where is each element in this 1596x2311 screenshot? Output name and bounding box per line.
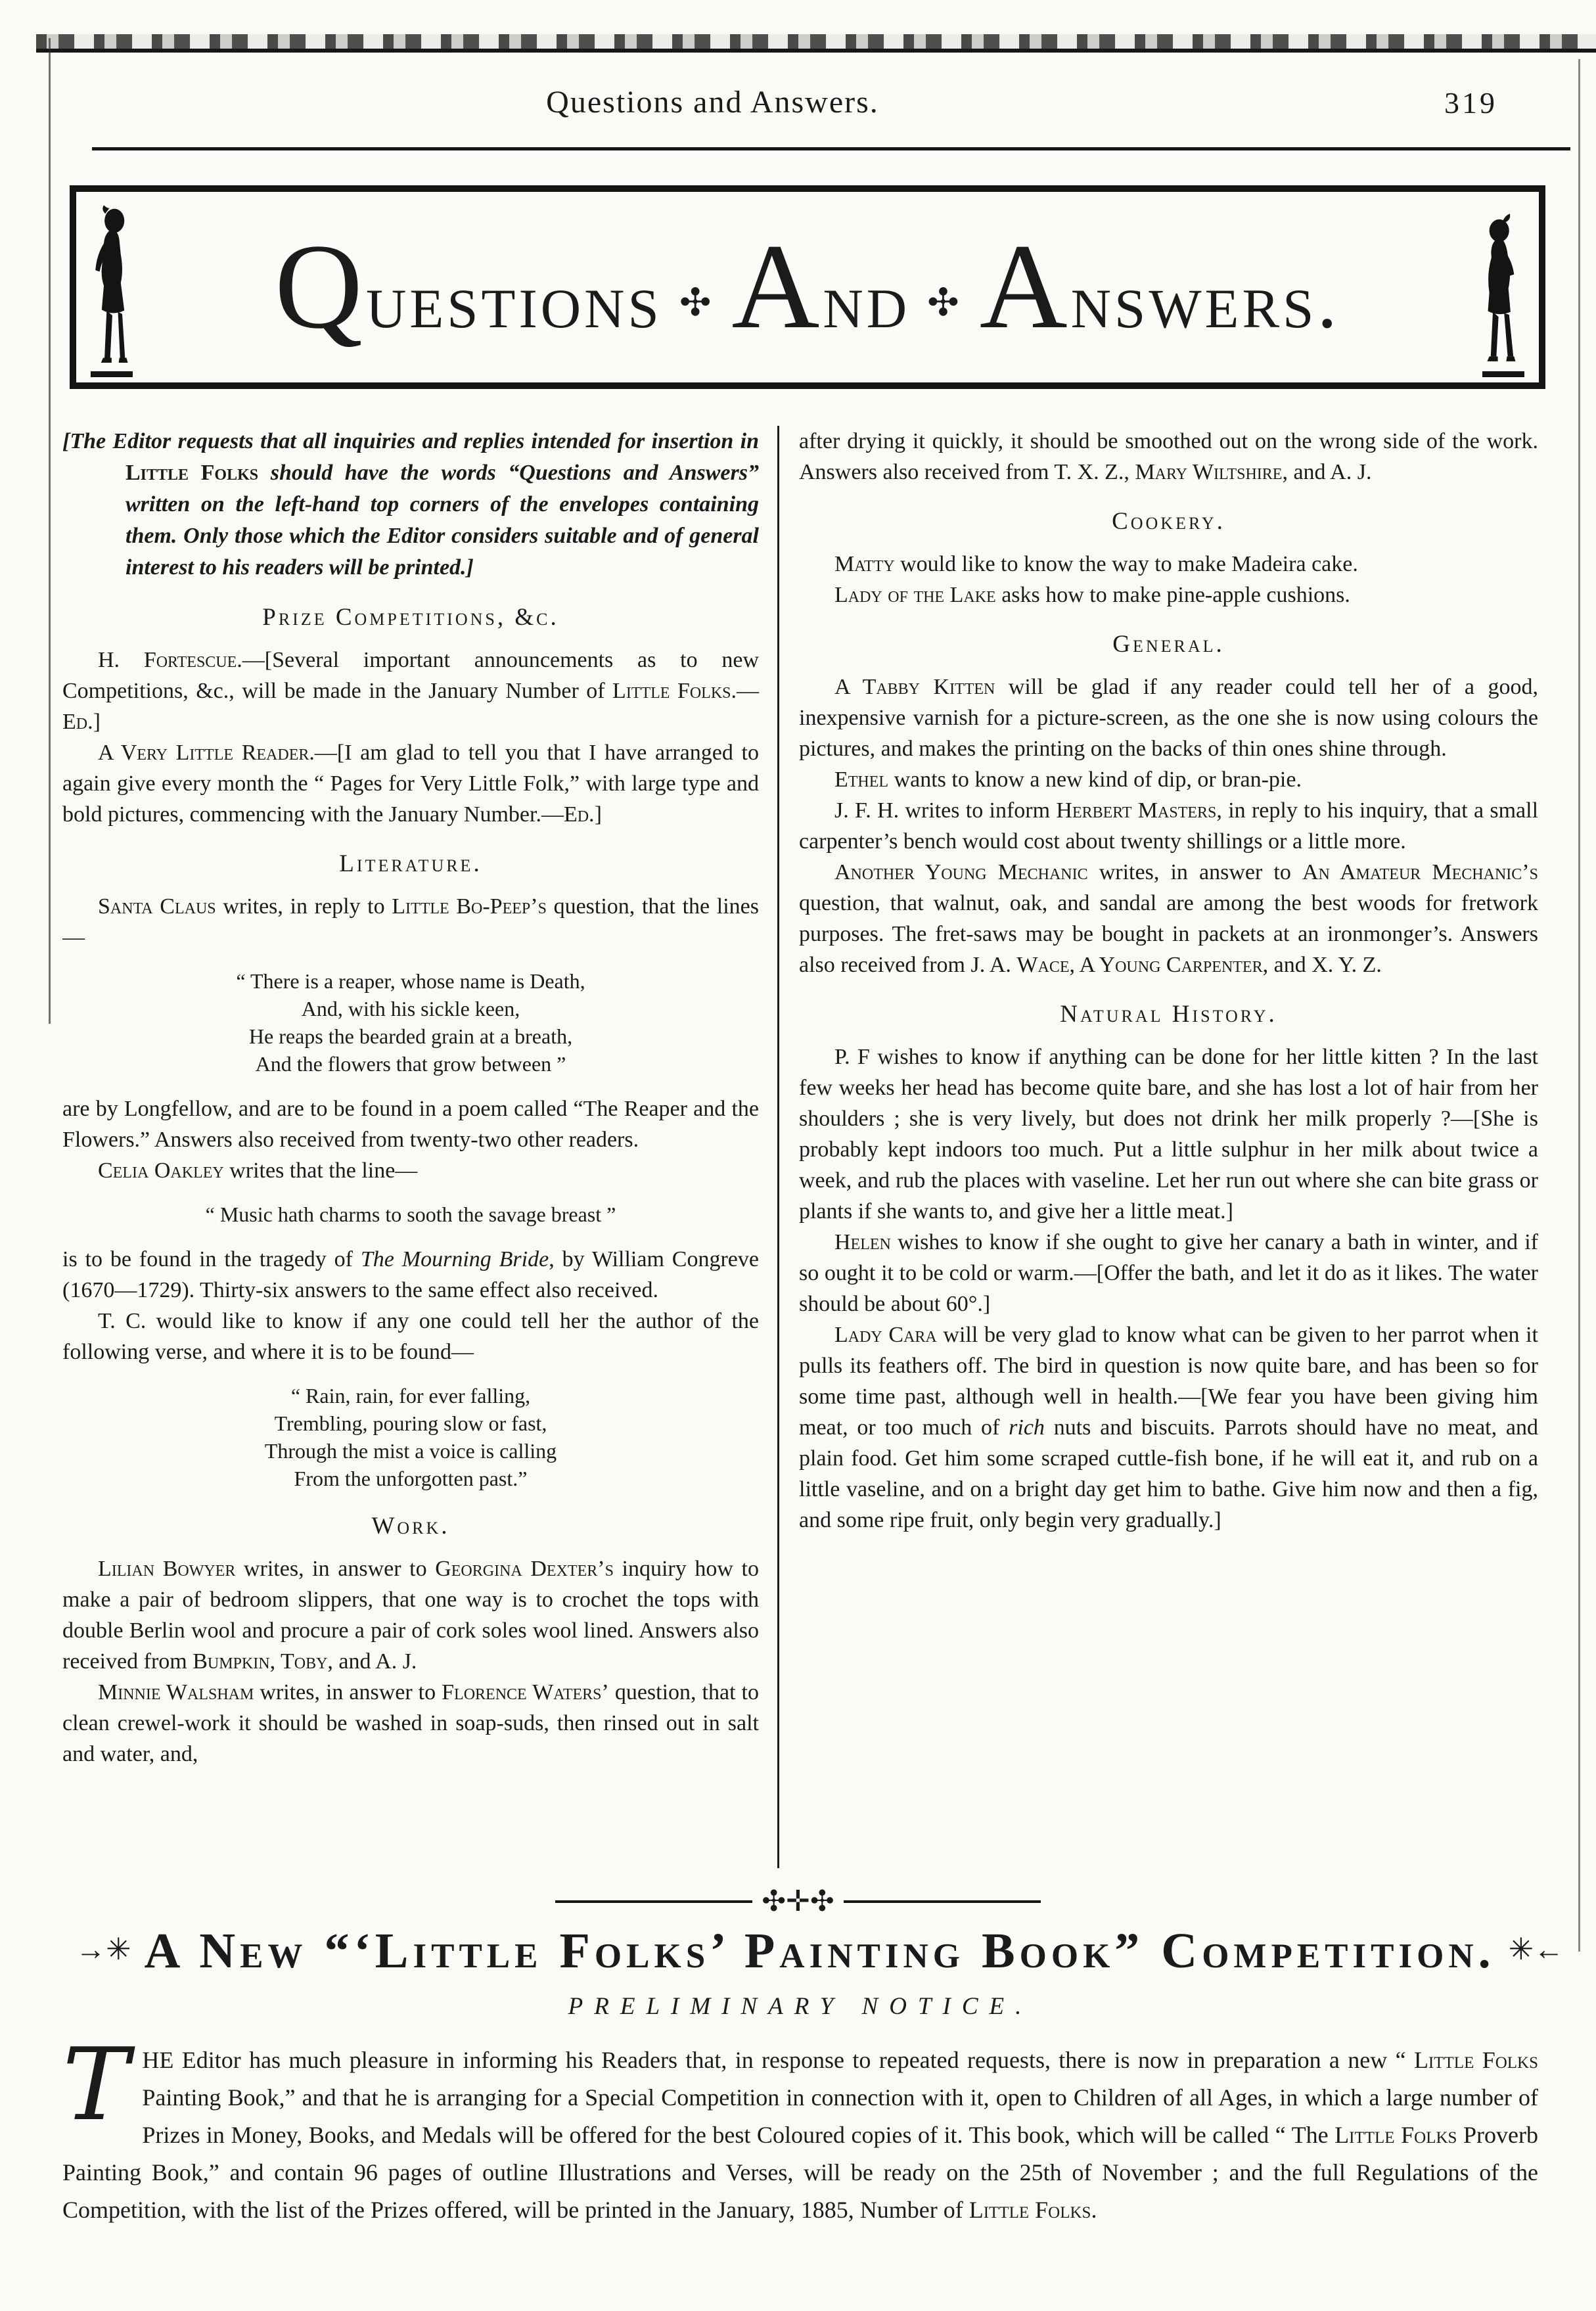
- banner-word-answers: Answers.: [979, 219, 1340, 354]
- scan-edge-right: [1578, 59, 1580, 1952]
- verse-line: “ Rain, rain, for ever falling,: [290, 1384, 531, 1407]
- text-run: would like to know the way to make Madeira cake.: [894, 552, 1358, 576]
- banner-title: [141, 219, 1474, 354]
- competition-notice: [62, 1923, 1564, 2253]
- text-run: An Amateur Mechanic’s: [1302, 860, 1538, 884]
- qa-paragraph: [62, 645, 759, 737]
- text-run: —: [737, 679, 759, 703]
- qa-paragraph: [799, 1319, 1538, 1536]
- text-run: question, that to clean crewel-work it should be washed in soap-suds, then rinsed out in salt and water, and,: [62, 1680, 759, 1766]
- text-run: Ethel: [834, 767, 889, 792]
- text-run: Lilian Bowyer: [98, 1557, 236, 1581]
- competition-paragraph-text: [62, 2047, 1538, 2223]
- text-run: HE Editor has much pleasure in informing his Readers that, in response to repeated requests, there is now in preparation a new “: [142, 2046, 1414, 2073]
- editor-note: [62, 426, 759, 583]
- scan-edge-left: [49, 38, 51, 1024]
- qa-paragraph: [799, 857, 1538, 980]
- text-run: Santa Claus: [98, 894, 216, 919]
- text-run: , in reply to his inquiry, that a small carpenter’s bench would cost about twenty shillings or a little more.: [799, 798, 1538, 854]
- text-run: Florence Waters’: [442, 1680, 609, 1705]
- verse-line: And, with his sickle keen,: [301, 997, 520, 1020]
- qa-paragraph: [62, 1677, 759, 1770]
- qa-paragraph: [799, 580, 1538, 610]
- text-run: Another Young Mechanic: [834, 860, 1088, 884]
- text-run: Celia Oakley: [98, 1158, 224, 1183]
- text-run: Little Folks: [1413, 2046, 1538, 2073]
- title-banner: [70, 185, 1545, 389]
- verse-block: [62, 1382, 759, 1492]
- qa-paragraph: [799, 764, 1538, 795]
- qa-paragraph: [62, 1306, 759, 1367]
- running-head: [0, 78, 1596, 143]
- qa-paragraph: [62, 1244, 759, 1306]
- text-run: will be very glad to know what can be given to her parrot when it pulls its feathers off. The bird in question is now quite bare, and has been so for some time past, although well in health.—[We fear you have been giving him meat, or too much of: [799, 1323, 1538, 1440]
- text-run: ]: [93, 710, 101, 734]
- text-run: H. Fortescue.: [98, 648, 242, 672]
- qa-paragraph: [62, 891, 759, 953]
- text-run: and A. J.: [332, 1649, 417, 1674]
- running-head-title: Questions and Answers.: [546, 85, 879, 120]
- qa-paragraph: [799, 426, 1538, 488]
- text-run: The Mourning Bride: [360, 1247, 549, 1271]
- text-run: Lady of the Lake: [834, 583, 996, 607]
- text-run: will be glad if any reader could tell her of a good, inexpensive varnish for a picture-screen, as the one she is now using colours the pictures, and makes the printing on the backs of thin ones shine through.: [799, 675, 1538, 761]
- banner-corner-dash: [91, 371, 133, 377]
- section-heading: Prize Competitions, &c.: [262, 604, 559, 631]
- text-run: are by Longfellow, and are to be found in a poem called “The Reaper and the Flowers.” Answers also received from twenty-two other readers.: [62, 1097, 759, 1152]
- text-run: .: [1091, 2196, 1097, 2223]
- verse-line: “ There is a reaper, whose name is Death,: [236, 969, 585, 993]
- competition-heading: [62, 1923, 1564, 1979]
- divider-line: [555, 1900, 752, 1903]
- cross-ornament-icon: ✣: [927, 281, 963, 324]
- text-run: Ed.: [62, 710, 93, 734]
- text-run: writes, in answer to: [254, 1680, 442, 1705]
- text-run: Little Folks.: [612, 679, 737, 703]
- qa-paragraph: [799, 549, 1538, 580]
- arrow-star-ornament-left-icon: →✳: [76, 1933, 131, 1966]
- text-run: and X. Y. Z.: [1268, 953, 1382, 977]
- qa-paragraph: [62, 737, 759, 830]
- text-run: after drying it quickly, it should be smoothed out on the wrong side of the work. Answers also received from T. X. Z.,: [799, 429, 1538, 484]
- text-run: —[I am glad to tell you that I have arranged to again give every month the “ Pages for Very Little Folk,” with large type and bold pictures, commencing with the January Number.—: [62, 741, 759, 827]
- section-heading: Work.: [371, 1513, 450, 1540]
- text-run: writes, in answer to: [1087, 860, 1302, 884]
- text-run: wishes to know if she ought to give her canary a bath in winter, and if so ought it to be cold or warm.—[Offer the bath, and let it do as it likes. The water should be about 60°.]: [799, 1230, 1538, 1316]
- text-run: wants to know a new kind of dip, or bran-pie.: [888, 767, 1302, 792]
- qa-paragraph: [799, 795, 1538, 857]
- qa-paragraph: [799, 1227, 1538, 1319]
- text-run: Minnie Walsham: [98, 1680, 254, 1705]
- verse-block: [62, 967, 759, 1078]
- text-run: T. C. would like to know if any one could tell her the author of the following verse, and where it is to be found—: [62, 1309, 759, 1364]
- text-run: is to be found in the tragedy of: [62, 1247, 361, 1271]
- verse-line: “ Music hath charms to sooth the savage breast ”: [205, 1202, 616, 1226]
- text-run: J. F. H. writes to inform: [834, 798, 1057, 823]
- text-run: question, that walnut, oak, and sandal are among the best woods for fretwork purposes. The fret-saws may be bought in packets at an ironmonger’s. Answers also received from J. A.: [799, 891, 1538, 977]
- section-heading: Natural History.: [1060, 1001, 1277, 1028]
- text-run: Bumpkin, Toby,: [193, 1649, 333, 1674]
- qa-paragraph: [799, 1041, 1538, 1227]
- running-head-rule: [92, 147, 1570, 150]
- competition-heading-text: A New “‘Little Folks’ Painting Book” Competition.: [144, 1923, 1495, 1979]
- verse-block: [62, 1201, 759, 1228]
- text-run: Painting Book,” and that he is arranging for a Special Competition in connection with it, open to Children of all Ages, in which a large number of Prizes in Money, Books, and Medals will be offered for the best Coloured copies of it. This book, which will be called “ The: [142, 2084, 1538, 2148]
- verse-line: And the flowers that grow between ”: [255, 1052, 566, 1076]
- text-run: Helen: [834, 1230, 891, 1254]
- section-heading: General.: [1112, 631, 1225, 658]
- text-run: [The Editor requests that all inquiries and replies intended for insertion in: [62, 429, 759, 453]
- drop-cap: T: [62, 2026, 129, 2143]
- text-run: and A. J.: [1287, 460, 1372, 484]
- page-number: 319: [1444, 86, 1497, 120]
- page-top-rule: [36, 49, 1596, 53]
- text-run: Wace, A Young Carpenter,: [1016, 953, 1269, 977]
- banner-word-questions: Questions: [275, 219, 662, 354]
- text-run: Georgina Dexter’s: [435, 1557, 614, 1581]
- text-run: , by William Congreve (1670—1729). Thirty-six answers to the same effect also received.: [62, 1247, 759, 1302]
- qa-paragraph: [62, 1093, 759, 1155]
- divider-line: [844, 1900, 1041, 1903]
- text-run: P. F wishes to know if anything can be done for her little kitten ? In the last few weeks her head has become quite bare, and she has lost a lot of hair from her shoulders ; she is very lively, but does not drink her milk properly ?—[She is probably kept indoors too much. Put a little sulphur in her milk about twice a week, and rub the places with vaseline. Let her run out where she can bite grass or plants if she wants to, and give her a little meat.]: [799, 1045, 1538, 1224]
- text-run: ]: [594, 802, 602, 827]
- text-run: A Tabby Kitten: [834, 675, 995, 699]
- child-silhouette-left-icon: [85, 202, 141, 372]
- qa-paragraph: [62, 1155, 759, 1186]
- text-run: Mary Wiltshire,: [1135, 460, 1288, 484]
- text-run: Matty: [834, 552, 895, 576]
- text-run: Lady Cara: [834, 1323, 937, 1347]
- text-run: —[Several important announcements as to new Competitions, &c., will be made in the January Number of: [62, 648, 759, 703]
- text-run: A Very Little Reader.: [98, 741, 315, 765]
- column-right: [779, 426, 1538, 1881]
- verse-line: From the unforgotten past.”: [294, 1467, 528, 1490]
- arrow-star-ornament-right-icon: ✳←: [1508, 1933, 1564, 1966]
- child-silhouette-right-icon: [1474, 202, 1530, 372]
- verse-line: Trembling, pouring slow or fast,: [274, 1411, 547, 1435]
- section-divider: [0, 1887, 1596, 1916]
- text-run: Proverb Painting Book,” and contain 96 pages of outline Illustrations and Verses, will be ready on the 25th of November ; and the full Regulations of the Competition, with the list of the Prizes offered, will be printed in the January, 1885, Number of: [62, 2121, 1538, 2223]
- cross-ornament-icon: ✣: [679, 281, 715, 324]
- banner-word-and: And: [731, 219, 911, 354]
- content-columns: [62, 426, 1538, 1881]
- cross-ornament-icon: ✣✛✣: [762, 1885, 834, 1917]
- banner-corner-dash: [1482, 371, 1524, 377]
- column-left: [62, 426, 777, 1881]
- text-run: inquiry how to make a pair of bedroom slippers, that one way is to crochet the tops with double Berlin wool and procure a pair of cork soles wool lined. Answers also received from: [62, 1557, 759, 1674]
- text-run: writes, in answer to: [235, 1557, 436, 1581]
- text-run: should have the words “Questions and Answers” written on the left-hand top corners of the envelopes containing them. Only those which the Editor considers suitable and of general interest to his readers will be printed.]: [125, 461, 759, 580]
- text-run: Little Folks: [969, 2196, 1091, 2223]
- preliminary-notice-subheading: PRELIMINARY NOTICE.: [568, 1992, 1033, 2020]
- text-run: writes that the line—: [223, 1158, 418, 1183]
- qa-paragraph: [62, 1553, 759, 1677]
- text-run: Herbert Masters: [1056, 798, 1217, 823]
- competition-paragraph: [62, 2026, 1538, 2229]
- verse-line: He reaps the bearded grain at a breath,: [248, 1024, 573, 1048]
- text-run: writes, in reply to: [216, 894, 392, 919]
- scan-noise-band: [36, 34, 1596, 49]
- verse-line: Through the mist a voice is calling: [264, 1439, 557, 1463]
- text-run: asks how to make pine-apple cushions.: [995, 583, 1350, 607]
- text-run: Little Folks: [125, 461, 259, 485]
- section-heading: Literature.: [339, 850, 482, 877]
- text-run: Little Folks: [1334, 2121, 1457, 2148]
- section-heading: Cookery.: [1112, 508, 1225, 535]
- text-run: Ed.: [563, 802, 595, 827]
- text-run: question, that the lines—: [62, 894, 759, 950]
- text-run: Little Bo-Peep’s: [392, 894, 547, 919]
- qa-paragraph: [799, 672, 1538, 764]
- text-run: nuts and biscuits. Parrots should have no meat, and plain food. Get him some scraped cuttle-fish bone, if he will eat it, and rub on a little vaseline, and on a bright day get him to bathe. Give him now and then a fig, and some ripe fruit, only begin very gradually.]: [799, 1415, 1538, 1532]
- text-run: rich: [1009, 1415, 1045, 1440]
